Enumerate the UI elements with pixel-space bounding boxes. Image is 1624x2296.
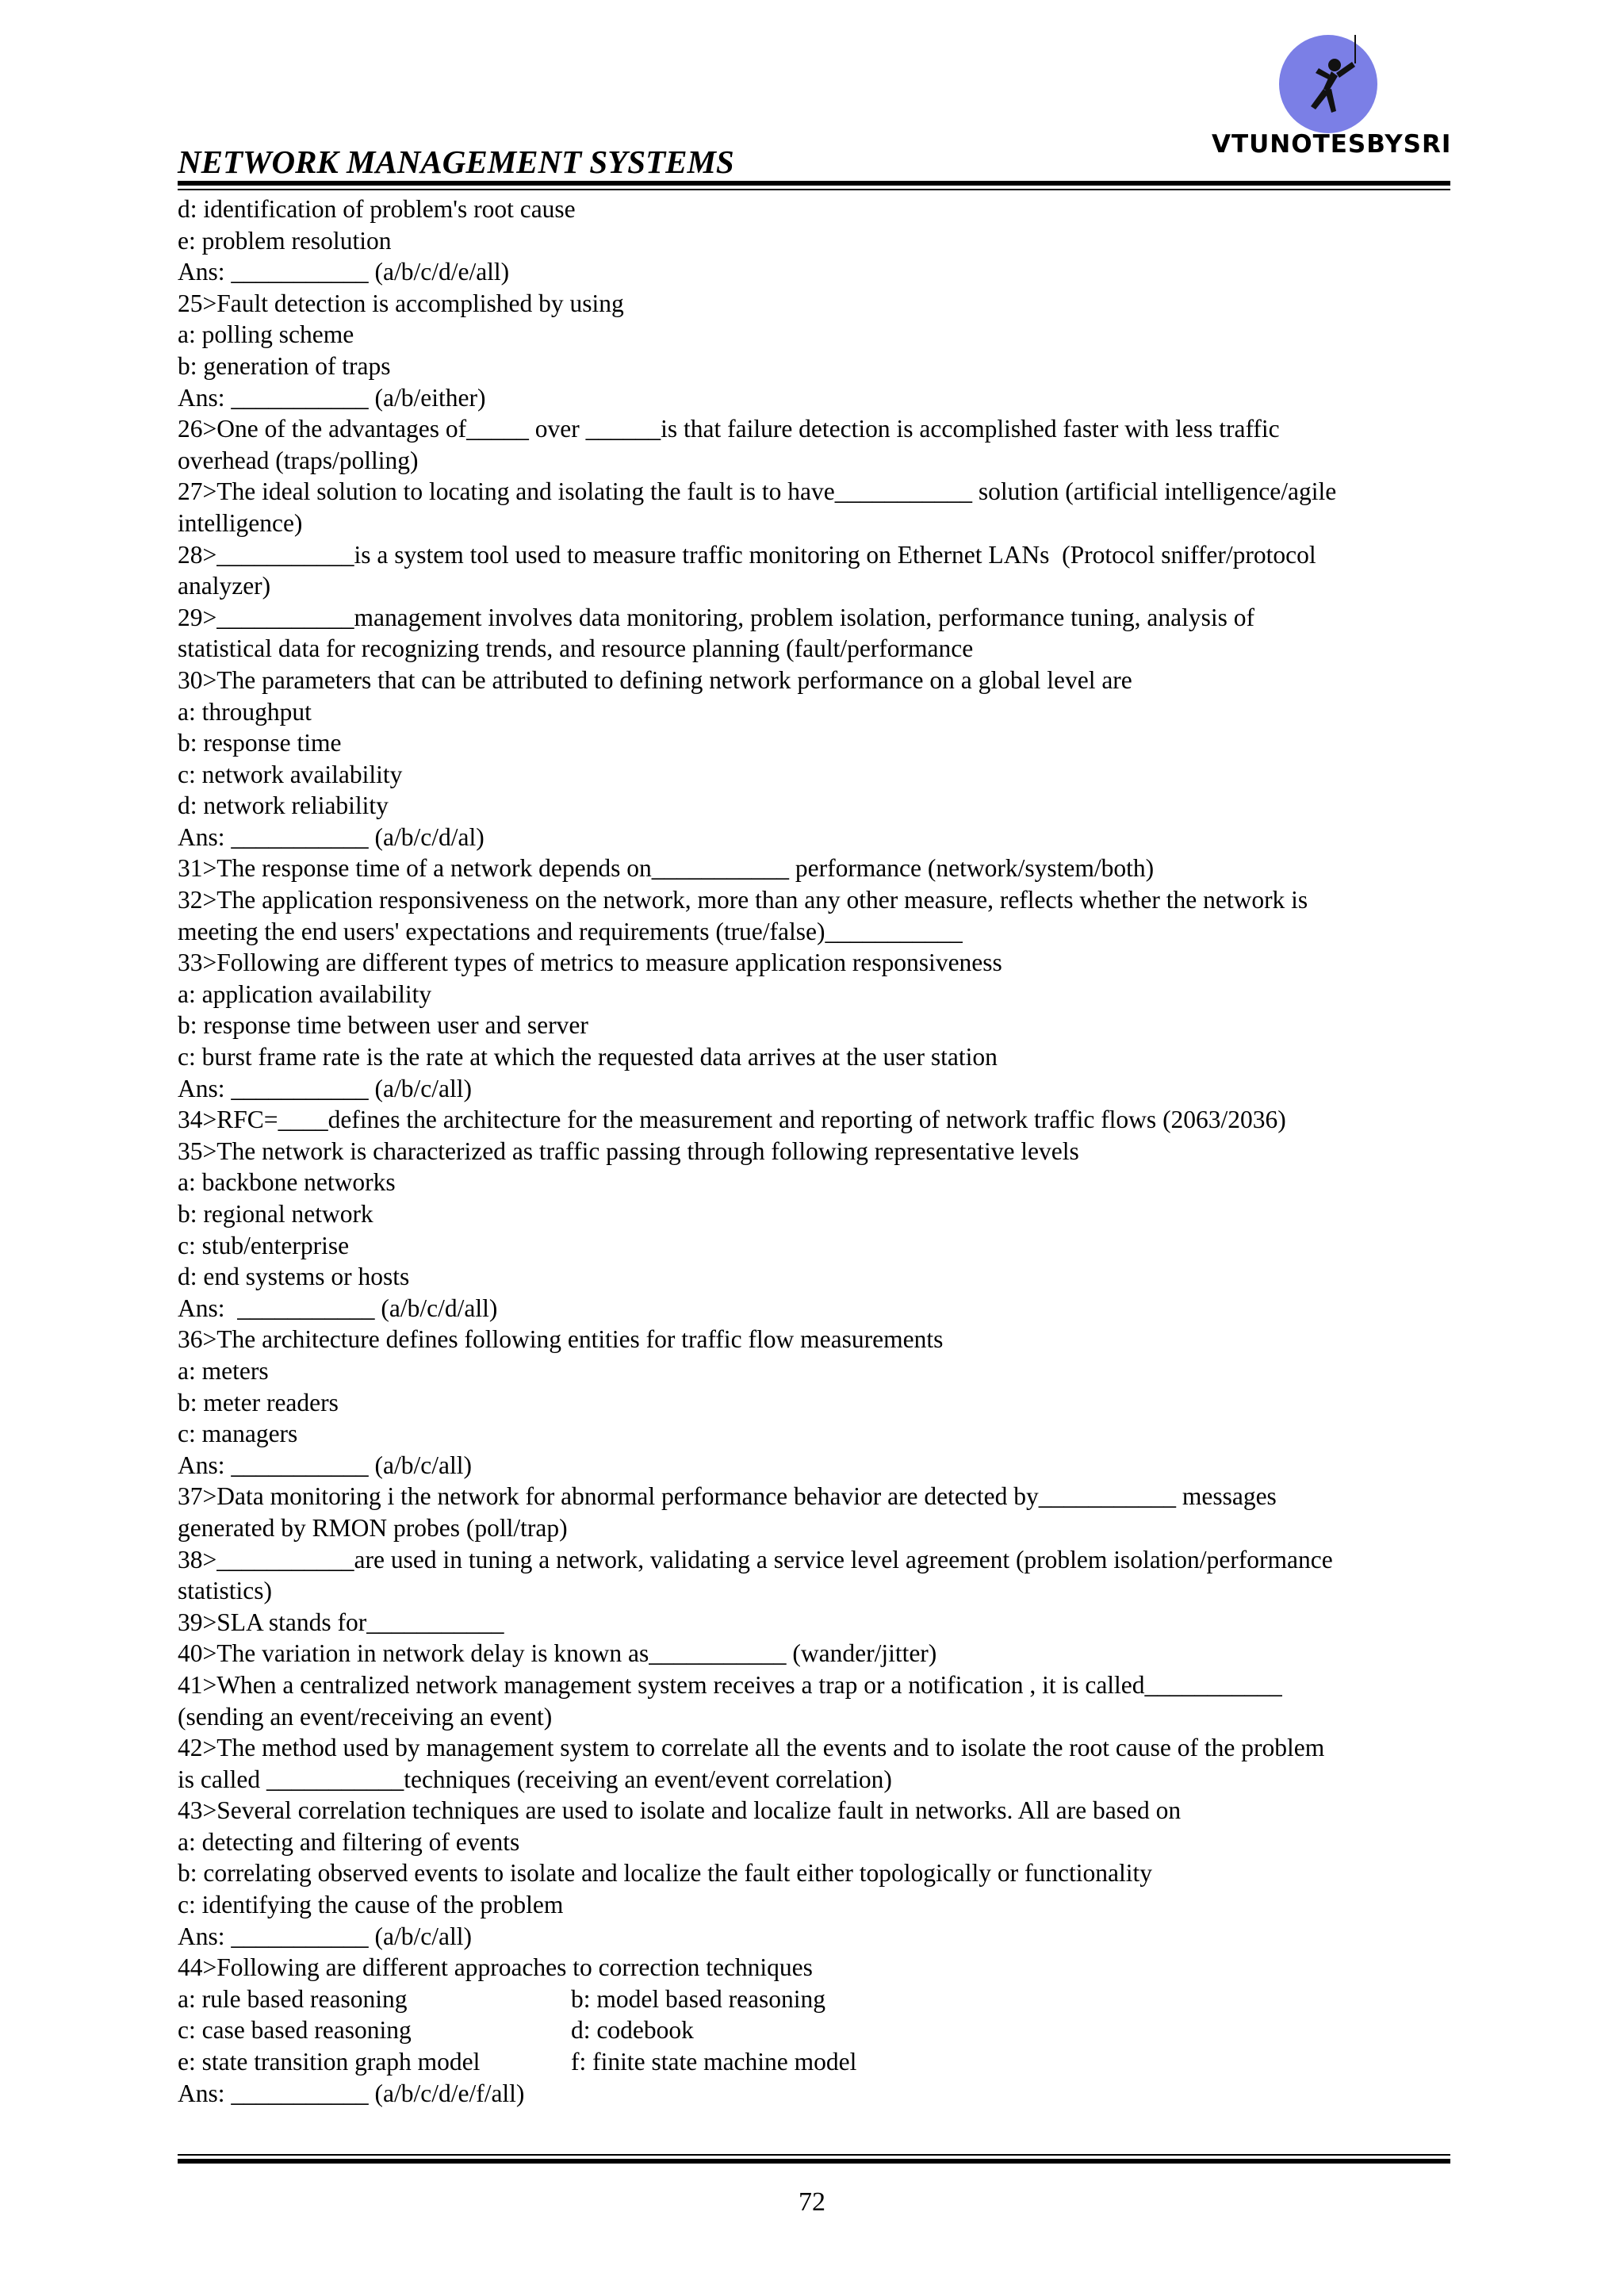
- text-line: 39>SLA stands for___________: [178, 1608, 504, 1636]
- text-line: a: meters: [178, 1356, 269, 1385]
- text-line: Ans: ___________ (a/b/c/all): [178, 1451, 472, 1479]
- header-rule-thin: [178, 189, 1450, 190]
- text-line: 25>Fault detection is accomplished by using: [178, 289, 624, 317]
- text-line: 33>Following are different types of metrics to measure application responsiveness: [178, 949, 1002, 977]
- text-line: 42>The method used by management system to correlate all the events and to isolate the root cause of the problem: [178, 1734, 1325, 1762]
- option-row: [178, 2014, 1454, 2046]
- text-line: 30>The parameters that can be attributed to defining network performance on a global level are: [178, 665, 1132, 694]
- text-line: Ans: ___________ (a/b/c/d/all): [178, 1294, 498, 1322]
- text-line: Ans: ___________ (a/b/c/all): [178, 1922, 472, 1950]
- text-line: e: problem resolution: [178, 226, 392, 255]
- text-line: 31>The response time of a network depends on___________ performance (network/system/both): [178, 854, 1155, 883]
- page-title: NETWORK MANAGEMENT SYSTEMS: [178, 144, 734, 180]
- text-line: d: identification of problem's root cause: [178, 195, 576, 223]
- text-line: 44>Following are different approaches to correction techniques: [178, 1953, 813, 1982]
- option-item: a: rule based reasoning: [178, 1984, 408, 2013]
- final-answer-line: Ans: ___________ (a/b/c/d/e/f/all): [178, 2079, 525, 2107]
- text-line: Ans: ___________ (a/b/c/all): [178, 1074, 472, 1102]
- climber-logo-icon: [1273, 30, 1384, 141]
- option-item: d: codebook: [571, 2016, 694, 2045]
- text-line: 40>The variation in network delay is known as___________ (wander/jitter): [178, 1639, 937, 1668]
- text-line: c: managers: [178, 1420, 298, 1448]
- option-item: f: finite state machine model: [571, 2048, 857, 2076]
- header-rule: [178, 181, 1450, 186]
- option-row: [178, 2046, 1454, 2078]
- text-line: a: throughput: [178, 697, 312, 726]
- text-line: 34>RFC=____defines the architecture for the measurement and reporting of network traffic flows (2063/2036): [178, 1106, 1286, 1134]
- text-line: 36>The architecture defines following entities for traffic flow measurements: [178, 1325, 944, 1354]
- text-line: 41>When a centralized network management system receives a trap or a notification , it is called___________: [178, 1670, 1282, 1699]
- logo: [1212, 30, 1450, 165]
- text-line: 35>The network is characterized as traffic passing through following representative levels: [178, 1137, 1079, 1165]
- option-item: b: model based reasoning: [571, 1984, 826, 2013]
- text-line: a: detecting and filtering of events: [178, 1827, 520, 1856]
- option-item: e: state transition graph model: [178, 2048, 481, 2076]
- text-line: b: regional network: [178, 1200, 373, 1228]
- option-row: [178, 1984, 1454, 2015]
- text-line: generated by RMON probes (poll/trap): [178, 1513, 568, 1542]
- text-line: c: identifying the cause of the problem: [178, 1891, 564, 1919]
- text-line: intelligence): [178, 508, 303, 537]
- text-line: statistical data for recognizing trends, and resource planning (fault/performance: [178, 634, 974, 663]
- option-item: c: case based reasoning: [178, 2016, 412, 2045]
- text-line: 28>___________is a system tool used to measure traffic monitoring on Ethernet LANs (Protocol sniffer/protocol: [178, 540, 1316, 569]
- text-line: c: network availability: [178, 760, 403, 788]
- text-line: d: network reliability: [178, 792, 389, 820]
- footer-rule: [178, 2159, 1450, 2164]
- text-line: c: stub/enterprise: [178, 1231, 350, 1259]
- text-line: 32>The application responsiveness on the network, more than any other measure, reflects whether the network is: [178, 886, 1308, 914]
- text-line: 43>Several correlation techniques are used to isolate and localize fault in networks. All are based on: [178, 1796, 1182, 1825]
- text-line: statistics): [178, 1577, 272, 1605]
- page-number: 72: [799, 2187, 825, 2217]
- footer-rule-thin: [178, 2154, 1450, 2156]
- text-line: a: application availability: [178, 979, 432, 1008]
- text-line: meeting the end users' expectations and requirements (true/false)___________: [178, 917, 963, 945]
- text-line: a: polling scheme: [178, 320, 354, 349]
- text-line: (sending an event/receiving an event): [178, 1702, 553, 1731]
- text-line: b: response time between user and server: [178, 1011, 588, 1040]
- text-line: b: meter readers: [178, 1388, 339, 1416]
- logo-text: VTUNOTESBYSRI: [1212, 130, 1452, 159]
- text-line: Ans: ___________ (a/b/either): [178, 383, 486, 412]
- text-line: c: burst frame rate is the rate at which the requested data arrives at the user station: [178, 1043, 998, 1071]
- text-line: a: backbone networks: [178, 1168, 396, 1197]
- text-line: 26>One of the advantages of_____ over ______is that failure detection is accomplished faster with less traffic: [178, 415, 1280, 443]
- text-line: 29>___________management involves data monitoring, problem isolation, performance tuning, analysis of: [178, 603, 1254, 631]
- text-line: 27>The ideal solution to locating and isolating the fault is to have___________ solution (artificial intelligence/agile: [178, 477, 1337, 506]
- text-line: b: response time: [178, 729, 342, 757]
- text-line: is called ___________techniques (receiving an event/event correlation): [178, 1765, 892, 1793]
- text-line: 37>Data monitoring i the network for abnormal performance behavior are detected by___________ messages: [178, 1482, 1277, 1511]
- text-line: b: correlating observed events to isolate and localize the fault either topologically or functionality: [178, 1859, 1152, 1888]
- text-line: 38>___________are used in tuning a network, validating a service level agreement (problem isolation/performance: [178, 1545, 1333, 1573]
- text-line: Ans: ___________ (a/b/c/d/al): [178, 822, 485, 851]
- text-line: b: generation of traps: [178, 351, 391, 380]
- text-line: Ans: ___________ (a/b/c/d/e/all): [178, 258, 510, 286]
- question-content: [178, 194, 1454, 2109]
- text-line: overhead (traps/polling): [178, 446, 419, 474]
- text-line: analyzer): [178, 572, 271, 600]
- text-line: d: end systems or hosts: [178, 1263, 410, 1291]
